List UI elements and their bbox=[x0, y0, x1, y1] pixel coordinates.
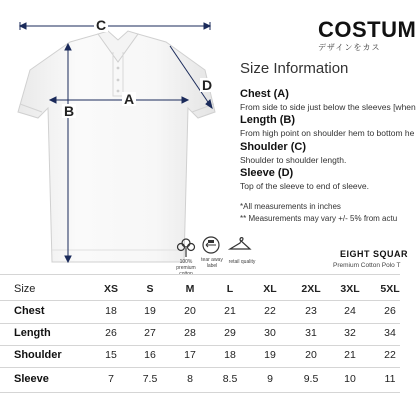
table-cell-sleeve-xl: 9 bbox=[267, 373, 273, 385]
brand-tagline: デザインをカス bbox=[318, 43, 381, 52]
table-header-2xl: 2XL bbox=[301, 283, 321, 295]
table-cell-chest-5xl: 26 bbox=[384, 305, 396, 317]
table-cell-shoulder-m: 17 bbox=[184, 349, 196, 361]
table-header-xs: XS bbox=[103, 283, 119, 295]
measure-label-a: A bbox=[124, 91, 135, 107]
brand-logo: COSTUM bbox=[318, 17, 416, 42]
measurement-note-variance: ** Measurements may vary +/- 5% from actu bbox=[240, 214, 398, 223]
table-row-label-sleeve: Sleeve bbox=[14, 373, 49, 385]
measure-label-c: C bbox=[96, 17, 107, 33]
product-subtitle: Premium Cotton Polo T bbox=[333, 262, 401, 269]
sleeve-section-title: Sleeve (D) bbox=[240, 167, 294, 179]
table-cell-chest-s: 19 bbox=[144, 305, 156, 317]
table-cell-chest-2xl: 23 bbox=[305, 305, 317, 317]
table-cell-sleeve-5xl: 11 bbox=[384, 373, 396, 385]
table-cell-shoulder-5xl: 22 bbox=[384, 349, 396, 361]
length-section-title: Length (B) bbox=[240, 114, 295, 126]
hanger-icon bbox=[228, 236, 252, 252]
table-cell-sleeve-m: 8 bbox=[187, 373, 193, 385]
table-cell-sleeve-2xl: 9.5 bbox=[303, 373, 319, 385]
table-cell-shoulder-l: 18 bbox=[224, 349, 236, 361]
table-header-s: S bbox=[146, 283, 154, 295]
table-cell-sleeve-xs: 7 bbox=[108, 373, 114, 385]
table-cell-length-xs: 26 bbox=[105, 327, 117, 339]
table-cell-length-3xl: 32 bbox=[344, 327, 356, 339]
measure-line-c bbox=[20, 22, 210, 30]
table-cell-chest-3xl: 24 bbox=[344, 305, 356, 317]
measure-label-d: D bbox=[202, 77, 213, 93]
label-icon bbox=[202, 236, 220, 254]
table-cell-shoulder-xs: 15 bbox=[105, 349, 117, 361]
retail-badge-text: retail quality bbox=[228, 259, 256, 265]
chest-section-desc: From side to side just below the sleeves [when bbox=[240, 102, 416, 112]
table-row-label-shoulder: Shoulder bbox=[14, 349, 62, 361]
table-cell-length-l: 29 bbox=[224, 327, 236, 339]
sleeve-section-desc: Top of the sleeve to end of sleeve. bbox=[240, 181, 370, 191]
table-divider bbox=[0, 392, 400, 393]
table-cell-sleeve-s: 7.5 bbox=[142, 373, 158, 385]
table-header-5xl: 5XL bbox=[380, 283, 400, 295]
table-cell-length-5xl: 34 bbox=[384, 327, 396, 339]
table-divider bbox=[0, 274, 400, 275]
table-header-l: L bbox=[226, 283, 234, 295]
table-header-3xl: 3XL bbox=[340, 283, 360, 295]
table-cell-shoulder-2xl: 20 bbox=[305, 349, 317, 361]
table-divider bbox=[0, 367, 400, 368]
size-info-title: Size Information bbox=[240, 60, 349, 77]
table-cell-shoulder-s: 16 bbox=[144, 349, 156, 361]
shoulder-section-desc: Shoulder to shoulder length. bbox=[240, 155, 347, 165]
table-cell-sleeve-3xl: 10 bbox=[344, 373, 356, 385]
cotton-icon bbox=[176, 236, 196, 258]
table-cell-chest-xl: 22 bbox=[264, 305, 276, 317]
product-title: EIGHT SQUAR bbox=[340, 249, 409, 259]
table-cell-shoulder-xl: 19 bbox=[264, 349, 276, 361]
table-row-label-chest: Chest bbox=[14, 305, 45, 317]
measure-label-b: B bbox=[64, 103, 75, 119]
measurement-note-inches: *All measurements in inches bbox=[240, 202, 341, 211]
table-header-size: Size bbox=[14, 283, 36, 295]
label-badge-text: tear away label bbox=[201, 257, 223, 269]
table-cell-length-xl: 30 bbox=[264, 327, 276, 339]
chest-section-title: Chest (A) bbox=[240, 88, 289, 100]
table-divider bbox=[0, 300, 400, 301]
table-row-label-length: Length bbox=[14, 327, 51, 339]
table-cell-length-s: 27 bbox=[144, 327, 156, 339]
table-divider bbox=[0, 323, 400, 324]
cotton-badge-text: 100% premium bbox=[176, 259, 196, 271]
table-cell-length-2xl: 31 bbox=[305, 327, 317, 339]
table-cell-chest-xs: 18 bbox=[105, 305, 117, 317]
table-header-xl: XL bbox=[263, 283, 277, 295]
table-cell-chest-l: 21 bbox=[224, 305, 236, 317]
table-divider bbox=[0, 345, 400, 346]
shoulder-section-title: Shoulder (C) bbox=[240, 141, 306, 153]
table-cell-sleeve-l: 8.5 bbox=[222, 373, 238, 385]
table-cell-length-m: 28 bbox=[184, 327, 196, 339]
table-cell-shoulder-3xl: 21 bbox=[344, 349, 356, 361]
length-section-desc: From high point on shoulder hem to bottom he bbox=[240, 128, 415, 138]
table-header-m: M bbox=[185, 283, 195, 295]
table-cell-chest-m: 20 bbox=[184, 305, 196, 317]
polo-shirt-illustration bbox=[0, 0, 235, 270]
